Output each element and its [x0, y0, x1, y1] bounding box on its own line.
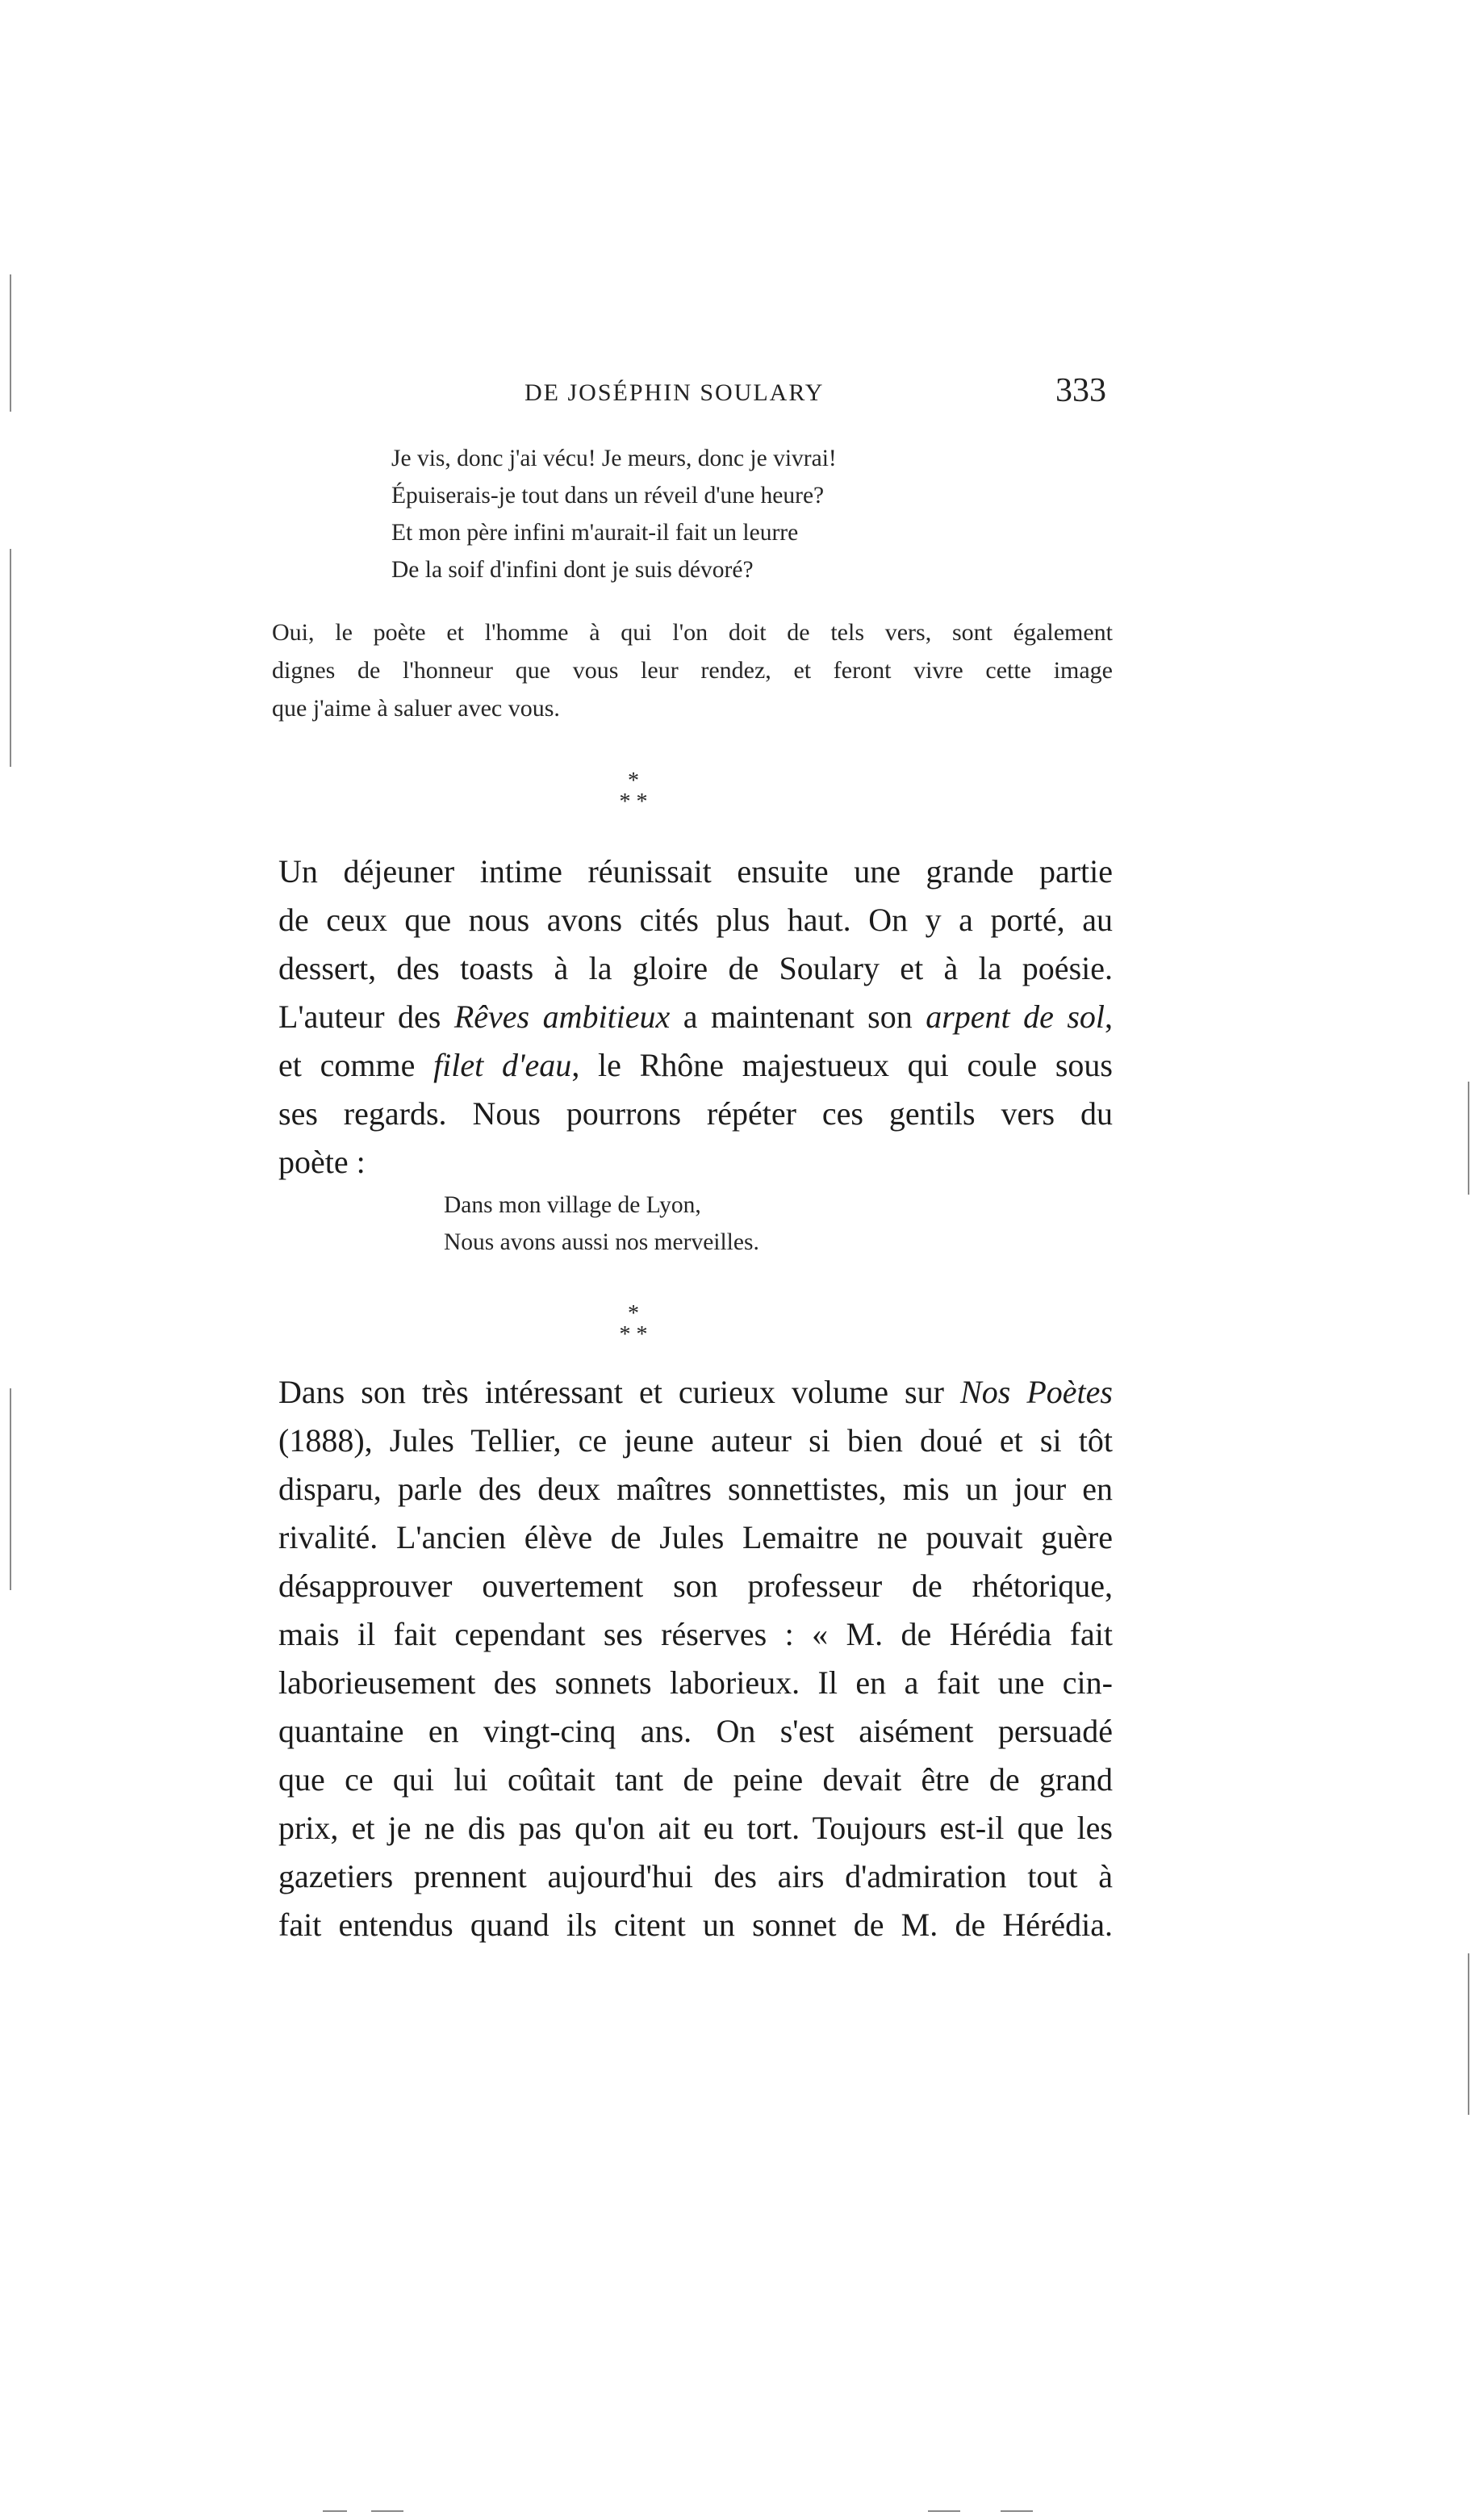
- paragraph-2: [278, 848, 1113, 1187]
- scan-edge-mark: [1001, 2510, 1033, 2512]
- text-line: rivalité. L'ancien élève de Jules Lemaitre ne pouvait guère: [278, 1519, 1113, 1555]
- text-line: dignes de l'honneur que vous leur rendez, et feront vivre cette image: [272, 657, 1113, 684]
- text-run: et comme: [278, 1047, 434, 1083]
- scan-edge-mark: [323, 2510, 347, 2512]
- book-title: Rêves ambitieux: [453, 998, 671, 1035]
- text-line: disparu, parle des deux maîtres sonnettistes, mis un jour en: [278, 1471, 1113, 1507]
- text-run: Dans son très intéressant et curieux volume sur: [278, 1374, 961, 1410]
- text-line: fait entendus quand ils citent un sonnet de M. de Hérédia.: [278, 1907, 1113, 1943]
- page-number: 333: [1055, 372, 1106, 409]
- text-run: ,: [1105, 998, 1113, 1035]
- text-line: [278, 993, 1113, 1041]
- text-line: mais il fait cependant ses réserves : « M. de Hérédia fait: [278, 1616, 1113, 1652]
- scan-edge-mark: [371, 2510, 403, 2512]
- asterism-separator: [601, 768, 666, 814]
- text-line: que ce qui lui coûtait tant de peine devait être de grand: [278, 1761, 1113, 1798]
- book-title: Nos Poètes: [960, 1374, 1113, 1410]
- running-head: DE JOSÉPHIN SOULARY: [524, 379, 825, 406]
- verse-line: Je vis, donc j'ai vécu! Je meurs, donc je vivrai!: [391, 446, 837, 471]
- scan-edge-mark: [10, 1388, 11, 1590]
- text-line: Un déjeuner intime réunissait ensuite une grande partie: [278, 853, 1113, 890]
- verse-line: De la soif d'infini dont je suis dévoré?: [391, 557, 754, 583]
- asterism-bottom: * *: [619, 789, 648, 814]
- verse-line: Nous avons aussi nos merveilles.: [444, 1229, 759, 1255]
- paragraph-3: [278, 1368, 1113, 1949]
- verse-block-1: [391, 440, 837, 588]
- text-line: laborieusement des sonnets laborieux. Il en a fait une cin-: [278, 1664, 1113, 1701]
- paragraph-1: [272, 613, 1113, 727]
- text-line: de ceux que nous avons cités plus haut. On y a porté, au: [278, 902, 1113, 938]
- text-line: ses regards. Nous pourrons répéter ces gentils vers du: [278, 1095, 1113, 1132]
- scan-edge-mark: [1468, 1953, 1469, 2115]
- text-line: [278, 1041, 1113, 1090]
- text-line: poète :: [278, 1144, 366, 1180]
- text-line: prix, et je ne dis pas qu'on ait eu tort. Toujours est-il que les: [278, 1810, 1113, 1846]
- text-run: , le Rhône majestueux qui coule sous: [571, 1047, 1114, 1083]
- text-run: a maintenant son: [670, 998, 926, 1035]
- asterism-bottom: * *: [619, 1322, 648, 1347]
- italic-phrase: filet d'eau: [433, 1047, 572, 1083]
- scan-edge-mark: [928, 2510, 960, 2512]
- text-line: quantaine en vingt-cinq ans. On s'est aisément persuadé: [278, 1713, 1113, 1749]
- text-line: [278, 1368, 1113, 1417]
- scan-edge-mark: [10, 274, 11, 412]
- scan-edge-mark: [1468, 1082, 1469, 1195]
- text-line: dessert, des toasts à la gloire de Soulary et à la poésie.: [278, 950, 1113, 986]
- text-line: que j'aime à saluer avec vous.: [272, 695, 560, 722]
- text-run: L'auteur des: [278, 998, 454, 1035]
- scan-edge-mark: [10, 549, 11, 767]
- asterism-separator: [601, 1301, 666, 1347]
- text-line: (1888), Jules Tellier, ce jeune auteur si bien doué et si tôt: [278, 1422, 1113, 1459]
- verse-line: Épuiserais-je tout dans un réveil d'une heure?: [391, 483, 825, 509]
- asterism-top: *: [628, 1301, 639, 1326]
- verse-line: Et mon père infini m'aurait-il fait un leurre: [391, 520, 799, 546]
- asterism-top: *: [628, 768, 639, 793]
- text-line: gazetiers prennent aujourd'hui des airs d'admiration tout à: [278, 1858, 1113, 1894]
- text-line: désapprouver ouvertement son professeur de rhétorique,: [278, 1568, 1113, 1604]
- text-line: Oui, le poète et l'homme à qui l'on doit de tels vers, sont également: [272, 619, 1113, 646]
- verse-line: Dans mon village de Lyon,: [444, 1192, 701, 1218]
- verse-block-2: [444, 1187, 759, 1261]
- italic-phrase: arpent de sol: [926, 998, 1105, 1035]
